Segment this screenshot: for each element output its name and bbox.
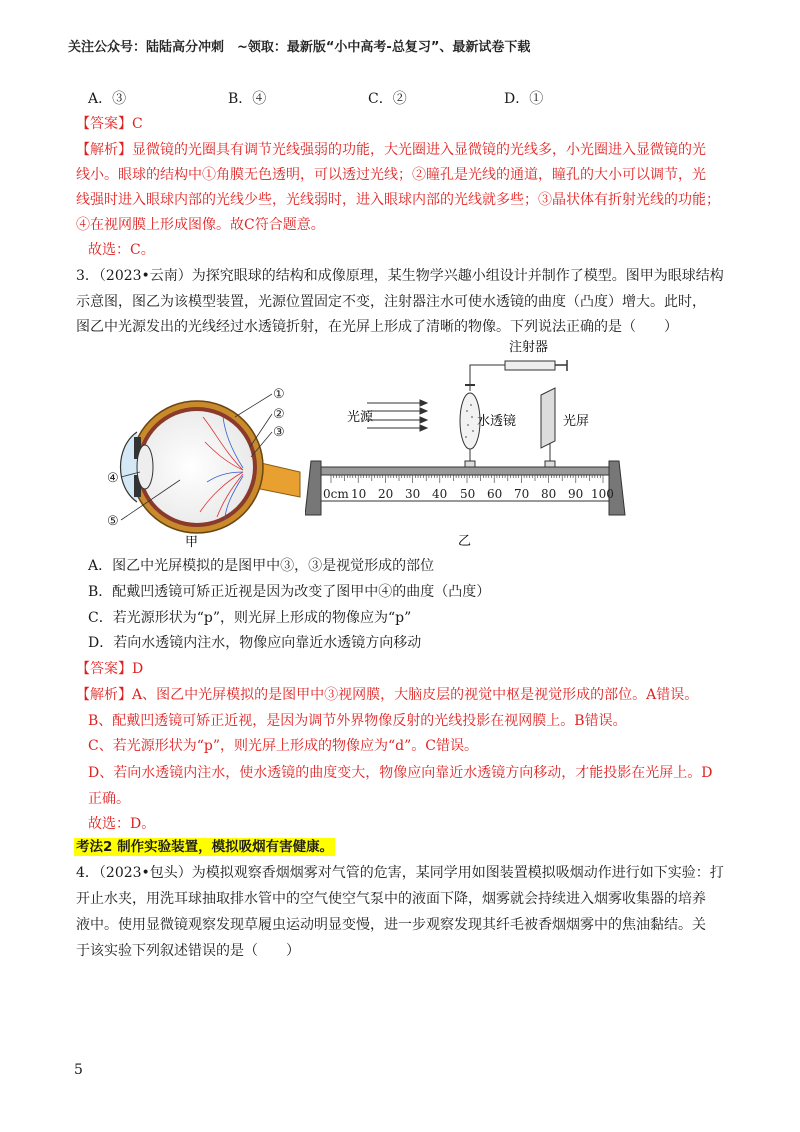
q3-option-c: C．若光源形状为“p”，则光屏上形成的物像应为“p” <box>88 610 412 626</box>
q3-option-a: A．图乙中光屏模拟的是图甲中③，③是视觉形成的部位 <box>88 558 435 574</box>
q2-option-c: C．② <box>368 91 407 107</box>
eye-label-3: ③ <box>273 425 285 440</box>
q4-stem-line: 4．（2023•包头）为模拟观察香烟烟雾对气管的危害，某同学用如图装置模拟吸烟动作进行如下实验：打 <box>76 865 724 881</box>
q3-stem-line: 示意图，图乙为该模型装置，光源位置固定不变，注射器注水可使水透镜的曲度（凸度）增大。此时， <box>76 294 706 310</box>
ruler-tick-label: 80 <box>541 487 557 501</box>
q4-stem-line: 开止水夹，用洗耳球抽取排水管中的空气使空气泵中的液面下降，烟雾就会持续进入烟雾收集器的培养 <box>76 891 706 907</box>
ruler-tick-label: 40 <box>432 487 448 501</box>
section-title <box>74 836 335 858</box>
q3-stem-line: 图乙中光源发出的光线经过水透镜折射，在光屏上形成了清晰的物像。下列说法正确的是（ ） <box>76 319 678 335</box>
q3-analysis-line: 【解析】A、图乙中光屏模拟的是图甲中③视网膜，大脑皮层的视觉中枢是视觉形成的部位。A错误。 <box>76 687 699 703</box>
model-setup-diagram <box>305 333 635 553</box>
q2-analysis-line: ④在视网膜上形成图像。故C符合题意。 <box>76 217 325 233</box>
q3-analysis-line: 正确。 <box>88 791 130 807</box>
q4-stem-line: 于该实验下列叙述错误的是（ ） <box>76 943 300 959</box>
q3-analysis-line: B、配戴凹透镜可矫正近视，是因为调节外界物像反射的光线投影在视网膜上。B错误。 <box>88 713 627 729</box>
ruler-tick-label: 30 <box>405 487 421 501</box>
ruler-tick-label: 0cm <box>323 487 349 501</box>
q2-analysis-line: 线强时进入眼球内部的光线少些，光线弱时，进入眼球内部的光线就多些；③晶状体有折射光线的功能； <box>76 192 720 208</box>
q3-answer: 【答案】D <box>76 661 144 677</box>
page-header: 关注公众号：陆陆高分冲刺 ~领取：最新版“小中高考-总复习”、最新试卷下载 <box>68 40 531 55</box>
q2-option-b: B．④ <box>228 91 267 107</box>
ruler-tick-label: 20 <box>378 487 394 501</box>
q2-option-d: D．① <box>504 91 544 107</box>
ruler-tick-label: 50 <box>460 487 476 501</box>
ruler-tick-label: 90 <box>568 487 584 501</box>
q3-analysis-line: D、若向水透镜内注水，使水透镜的曲度变大，物像应向靠近水透镜方向移动，才能投影在光屏上。D <box>88 765 713 781</box>
setup-caption: 乙 <box>458 534 472 549</box>
section-title-text: 考法2 制作实验装置，模拟吸烟有害健康。 <box>76 839 334 855</box>
q3-stem-line: 3．（2023•云南）为探究眼球的结构和成像原理，某生物学兴趣小组设计并制作了模型。图甲为眼球结构 <box>76 268 724 284</box>
q2-answer: 【答案】C <box>76 116 143 132</box>
eye-label-1: ① <box>273 387 285 402</box>
q2-option-a: A．③ <box>88 91 127 107</box>
q3-option-d: D．若向水透镜内注水，物像应向靠近水透镜方向移动 <box>88 635 422 651</box>
ruler-tick-label: 70 <box>514 487 530 501</box>
q2-conclusion: 故选：C。 <box>88 242 155 258</box>
eye-label-5: ⑤ <box>107 514 119 529</box>
ruler-tick-label: 10 <box>351 487 367 501</box>
eye-label-2: ② <box>273 407 285 422</box>
q2-analysis-line: 线小。眼球的结构中①角膜无色透明，可以透过光线；②瞳孔是光线的通道，瞳孔的大小可以调节，光 <box>76 167 706 183</box>
eye-structure-diagram <box>85 372 310 552</box>
page-number: 5 <box>74 1062 83 1078</box>
q3-conclusion: 故选：D。 <box>88 816 156 832</box>
water-lens-label: 水透镜 <box>477 414 517 429</box>
ruler-tick-label: 60 <box>487 487 503 501</box>
q3-analysis-line: C、若光源形状为“p”，则光屏上形成的物像应为“d”。C错误。 <box>88 738 478 754</box>
ruler-tick-label: 100 <box>591 487 614 501</box>
q2-analysis-line: 【解析】显微镜的光圈具有调节光线强弱的功能，大光圈进入显微镜的光线多，小光圈进入显微镜的光 <box>76 142 706 158</box>
screen-label: 光屏 <box>563 414 590 429</box>
syringe-label: 注射器 <box>509 340 549 355</box>
q4-stem-line: 液中。使用显微镜观察发现草履虫运动明显变慢，进一步观察发现其纤毛被香烟烟雾中的焦油黏结。关 <box>76 917 706 933</box>
light-source-label: 光源 <box>347 410 374 425</box>
q3-option-b: B．配戴凹透镜可矫正近视是因为改变了图甲中④的曲度（凸度） <box>88 584 491 600</box>
eye-caption: 甲 <box>185 535 199 550</box>
eye-label-4: ④ <box>107 471 119 486</box>
